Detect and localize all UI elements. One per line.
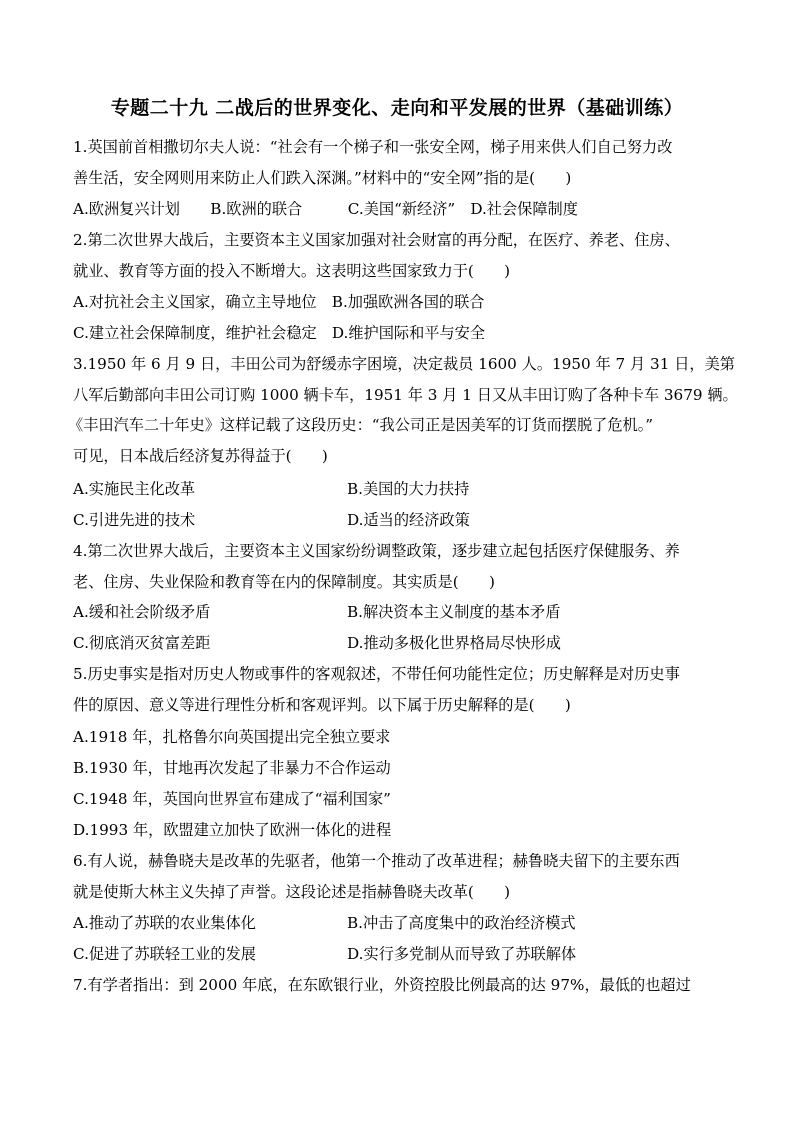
q3-option-c: C.引进先进的技术: [73, 511, 196, 529]
q5-stem-line-2: 件的原因、意义等进行理性分析和客观评判。以下属于历史解释的是( ): [73, 696, 571, 714]
q3-option-d: D.适当的经济政策: [347, 511, 470, 529]
q5-option-b: B.1930 年，甘地再次发起了非暴力不合作运动: [73, 759, 391, 777]
q6-stem-line-2: 就是使斯大林主义失掉了声誉。这段论述是指赫鲁晓夫改革( ): [73, 883, 511, 901]
q2-options-line-2: C.建立社会保障制度，维护社会稳定 D.维护国际和平与安全: [73, 324, 486, 342]
q3-option-a: A.实施民主化改革: [73, 480, 196, 498]
q4-option-a: A.缓和社会阶级矛盾: [73, 603, 211, 621]
q4-option-d: D.推动多极化世界格局尽快形成: [347, 634, 561, 652]
q5-stem-line-1: 5.历史事实是指对历史人物或事件的客观叙述，不带任何功能性定位；历史解释是对历史事: [73, 665, 680, 683]
q4-option-b: B.解决资本主义制度的基本矛盾: [347, 603, 561, 621]
q4-stem-line-1: 4.第二次世界大战后，主要资本主义国家纷纷调整政策，逐步建立起包括医疗保健服务、养: [73, 542, 680, 560]
q2-stem-line-2: 就业、教育等方面的投入不断增大。这表明这些国家致力于( ): [73, 262, 511, 280]
q3-stem-line-4: 可见，日本战后经济复苏得益于( ): [73, 447, 328, 465]
q3-option-b: B.美国的大力扶持: [347, 480, 470, 498]
q1-stem-line-2: 善生活，安全网则用来防止人们跌入深渊。”材料中的“安全网”指的是( ): [73, 169, 572, 187]
q5-option-c: C.1948 年，英国向世界宣布建成了“福利国家”: [73, 790, 391, 808]
q2-options-line-1: A.对抗社会主义国家，确立主导地位 B.加强欧洲各国的联合: [73, 293, 485, 311]
page-title: 专题二十九 二战后的世界变化、走向和平发展的世界（基础训练）: [110, 97, 684, 119]
q3-stem-line-2: 八军后勤部向丰田公司订购 1000 辆卡车，1951 年 3 月 1 日又从丰田订购了各种卡车 3679 辆。: [73, 386, 738, 404]
q7-stem-line-1: 7.有学者指出：到 2000 年底，在东欧银行业，外资控股比例最高的达 97%，最低的也超过: [73, 976, 691, 994]
q5-option-d: D.1993 年，欧盟建立加快了欧洲一体化的进程: [73, 821, 392, 839]
q1-stem-line-1: 1.英国前首相撒切尔夫人说：“社会有一个梯子和一张安全网，梯子用来供人们自己努力改: [73, 138, 673, 156]
q3-stem-line-1: 3.1950 年 6 月 9 日，丰田公司为舒缓赤字困境，决定裁员 1600 人。1950 年 7 月 31 日，美第: [73, 355, 735, 373]
q2-stem-line-1: 2.第二次世界大战后，主要资本主义国家加强对社会财富的再分配，在医疗、养老、住房、: [73, 231, 680, 249]
q6-option-a: A.推动了苏联的农业集体化: [73, 914, 256, 932]
q3-stem-line-3: 《丰田汽车二十年史》这样记载了这段历史：“我公司正是因美军的订货而摆脱了危机。”: [68, 416, 654, 434]
q4-option-c: C.彻底消灭贫富差距: [73, 634, 211, 652]
q6-option-b: B.冲击了高度集中的政治经济模式: [347, 914, 576, 932]
q6-option-d: D.实行多党制从而导致了苏联解体: [347, 945, 577, 963]
q6-option-c: C.促进了苏联轻工业的发展: [73, 945, 256, 963]
q1-options: A.欧洲复兴计划 B.欧洲的联合 C.美国“新经济” D.社会保障制度: [73, 200, 578, 218]
q4-stem-line-2: 老、住房、失业保险和教育等在内的保障制度。其实质是( ): [73, 573, 495, 591]
q5-option-a: A.1918 年，扎格鲁尔向英国提出完全独立要求: [73, 728, 391, 746]
q6-stem-line-1: 6.有人说，赫鲁晓夫是改革的先驱者，他第一个推动了改革进程；赫鲁晓夫留下的主要东西: [73, 852, 680, 870]
